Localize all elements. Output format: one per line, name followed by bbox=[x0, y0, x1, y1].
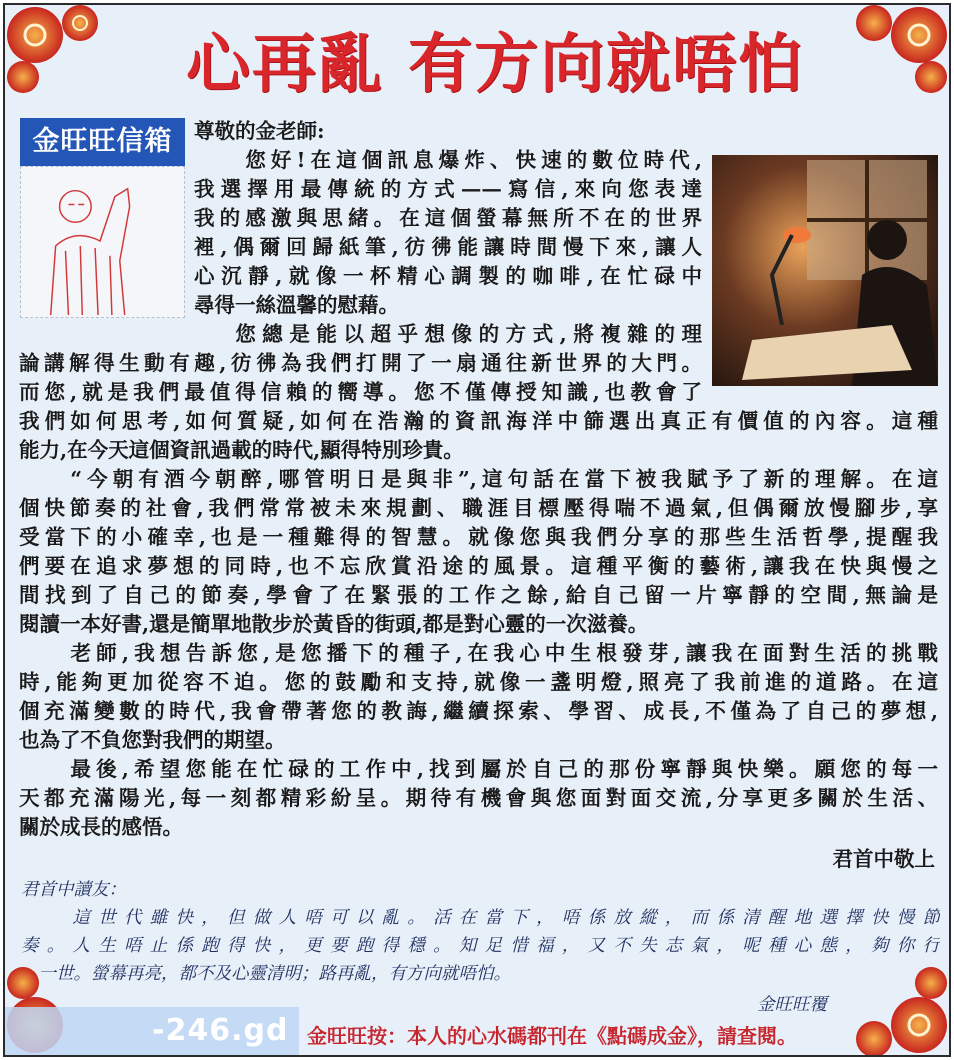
letter-line: 能力,在今天這個資訊過載的時代,顯得特別珍貴。 bbox=[19, 438, 464, 462]
letter-signature: 君首中敬上 bbox=[832, 847, 935, 871]
letter-line: 們要在追求夢想的同時,也不忘欣賞沿途的風景。這種平衡的藝術,讓我在快與慢之 bbox=[19, 554, 938, 578]
reply-line: 這世代雖快，但做人唔可以亂。活在當下，唔係放縱，而係清醒地選擇快慢節 bbox=[21, 908, 940, 928]
letter-line: 您總是能以超乎想像的方式,將複雜的理 bbox=[19, 322, 702, 346]
letter-line: 天都充滿陽光,每一刻都精彩紛呈。期待有機會與您面對面交流,分享更多關於生活、 bbox=[19, 786, 938, 810]
letter-line: 閱讀一本好書,還是簡單地散步於黃昏的街頭,都是對心靈的一次滋養。 bbox=[19, 612, 649, 636]
letter-line: 尋得一絲溫馨的慰藉。 bbox=[194, 293, 399, 317]
reply-greeting: 君首中讀友： bbox=[21, 880, 126, 900]
letter-line: 個快節奏的社會,我們常常被未來規劃、職涯目標壓得喘不過氣,但偶爾放慢腳步,享 bbox=[19, 496, 938, 520]
letter-line: 心沉靜,就像一杯精心調製的咖啡,在忙碌中 bbox=[194, 264, 702, 288]
letter-line: 最後,希望您能在忙碌的工作中,找到屬於自己的那份寧靜與快樂。願您的每一 bbox=[19, 757, 938, 781]
letter-greeting: 尊敬的金老師: bbox=[194, 119, 325, 143]
column-label: 金旺旺信箱 bbox=[20, 118, 185, 166]
letter-line: 論講解得生動有趣,彷彿為我們打開了一扇通往新世界的大門。 bbox=[19, 351, 702, 375]
reply-signature: 金旺旺覆 bbox=[757, 995, 827, 1015]
letter-line: 我選擇用最傳統的方式——寫信,來向您表達 bbox=[194, 177, 702, 201]
footer-note: 金旺旺按：本人的心水碼都刊在《點碼成金》，請查閱。 bbox=[307, 1024, 797, 1048]
newspaper-column bbox=[3, 3, 951, 1057]
page-title: 心再亂 有方向就唔怕 bbox=[185, 28, 805, 102]
person-writing-at-desk-photo bbox=[712, 155, 938, 386]
reply-line: 一世。螢幕再亮，都不及心靈清明；路再亂，有方向就唔怕。 bbox=[21, 964, 511, 984]
letter-line: 我的感激與思緒。在這個螢幕無所不在的世界 bbox=[194, 206, 702, 230]
letter-line: “今朝有酒今朝醉,哪管明日是與非”,這句話在當下被我賦予了新的理解。在這 bbox=[19, 467, 938, 491]
letter-line: 受當下的小確幸,也是一種難得的智慧。就像您與我們分享的那些生活哲學,提醒我 bbox=[19, 525, 938, 549]
letter-line: 關於成長的感悟。 bbox=[19, 815, 183, 839]
letter-line: 您好!在這個訊息爆炸、快速的數位時代, bbox=[194, 148, 702, 172]
corner-ornament-top-left bbox=[5, 5, 125, 105]
letter-line: 也為了不負您對我們的期望。 bbox=[19, 728, 286, 752]
letter-line: 個充滿變數的時代,我會帶著您的教誨,繼續探索、學習、成長,不僅為了自己的夢想, bbox=[19, 699, 938, 723]
letter-line: 而您,就是我們最值得信賴的嚮導。您不僅傳授知識,也教會了 bbox=[19, 380, 702, 404]
teacher-sketch-illustration bbox=[20, 166, 185, 318]
letter-line: 老師,我想告訴您,是您播下的種子,在我心中生根發芽,讓我在面對生活的挑戰 bbox=[19, 641, 938, 665]
watermark-text: -246.gd bbox=[152, 1013, 289, 1048]
watermark bbox=[3, 1007, 299, 1057]
letter-line: 我們如何思考,如何質疑,如何在浩瀚的資訊海洋中篩選出真正有價值的內容。這種 bbox=[19, 409, 938, 433]
reply-line: 奏。人生唔止係跑得快，更要跑得穩。知足惜福，又不失志氣，呢種心態，夠你行 bbox=[21, 936, 940, 956]
letter-line: 裡,偶爾回歸紙筆,彷彿能讓時間慢下來,讓人 bbox=[194, 235, 702, 259]
letter-line: 時,能夠更加從容不迫。您的鼓勵和支持,就像一盞明燈,照亮了我前進的道路。在這 bbox=[19, 670, 938, 694]
letter-line: 間找到了自己的節奏,學會了在緊張的工作之餘,給自己留一片寧靜的空間,無論是 bbox=[19, 583, 938, 607]
